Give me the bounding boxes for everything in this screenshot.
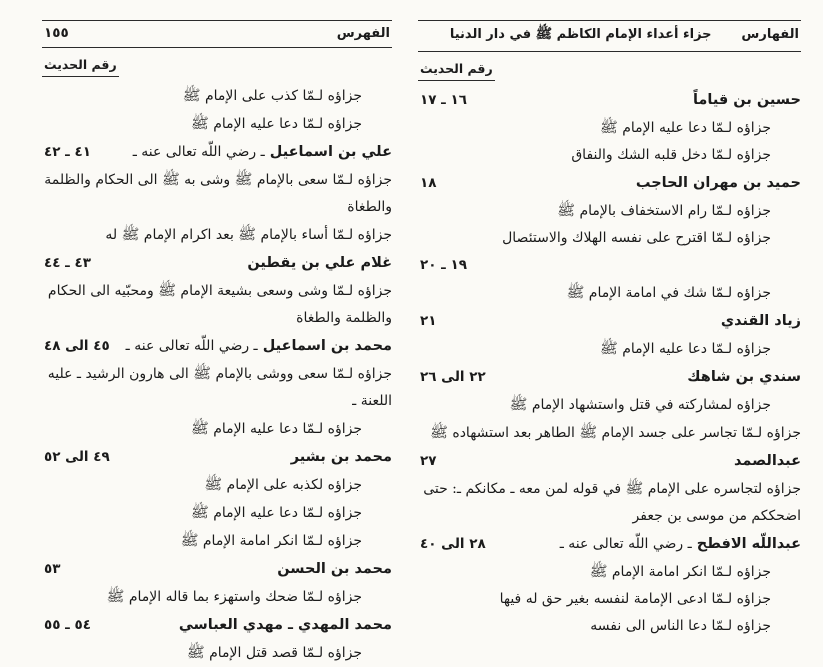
index-entry-heading (42, 611, 392, 639)
honorific-seal-icon: ﷺ (158, 282, 176, 299)
index-entry-detail: جزاؤه لتجاسره على الإمام ﷺ في قوله لمن معه ـ مكانكم ـ: حتى اضحككم من موسى بن جعفر (423, 480, 801, 524)
index-entry-detail: جزاؤه لـمّا سعى بالإمام ﷺ وشى به ﷺ الى الحكام والظلمة والطغاة (44, 171, 392, 215)
honorific-seal-icon: ﷺ (625, 480, 644, 497)
honorific-seal-icon: ﷺ (121, 226, 140, 243)
honorific-seal-icon: ﷺ (191, 504, 209, 521)
entry-hadith-number: ٢٢ الى ٢٦ (420, 369, 486, 385)
page-number: ١٥٥ (44, 25, 69, 41)
entry-hadith-number: ٥٣ (44, 561, 61, 577)
honorific-seal-icon: ﷺ (234, 171, 253, 188)
index-entry-heading (42, 138, 392, 166)
index-entry-heading (418, 169, 801, 197)
index-entry-heading (42, 443, 392, 471)
honorific-seal-icon: ﷺ (600, 340, 618, 357)
entry-name: عبداللّه الافطح ـ رضي اللّه تعالى عنه ـ (559, 535, 801, 552)
index-rows (418, 86, 801, 640)
index-entry-detail: جزاؤه لـمّا أساء بالإمام ﷺ بعد اكرام الإمام ﷺ له (105, 226, 392, 243)
entry-name: محمد المهدي ـ مهدي العباسي (178, 616, 392, 633)
honorific-seal-icon: ﷺ (191, 420, 209, 437)
right-page (418, 20, 801, 667)
honorific-seal-icon: ﷺ (161, 171, 180, 188)
index-entry-heading (42, 249, 392, 277)
honorific-seal-icon: ﷺ (180, 532, 199, 549)
entry-name: حميد بن مهران الحاجب (635, 174, 801, 191)
index-entry-heading (418, 363, 801, 391)
chapter-title: جزاء أعداء الإمام الكاظم ﷺ في دار الدنيا (449, 26, 712, 42)
entry-hadith-number: ١٨ (420, 175, 437, 191)
entry-hadith-number: ٢٨ الى ٤٠ (420, 536, 486, 552)
honorific-seal-icon: ﷺ (557, 202, 576, 219)
entry-hadith-number: ٥٤ ـ ٥٥ (44, 617, 91, 633)
honorific-seal-icon: ﷺ (204, 476, 223, 493)
honorific-seal-icon: ﷺ (430, 424, 448, 441)
honorific-seal-icon: ﷺ (238, 226, 257, 243)
index-entry-detail: جزاؤه لـمّا كذب على الإمام ﷺ (182, 87, 362, 104)
honorific-seal-icon: ﷺ (191, 115, 209, 132)
index-entry-detail: جزاؤه لـمّا دعا عليه الإمام ﷺ (191, 504, 362, 521)
honorific-seal-icon: ﷺ (589, 563, 608, 580)
entry-name: محمد بن الحسن (277, 560, 392, 577)
index-entry-detail: جزاؤه لـمّا وشى وسعى بشيعة الإمام ﷺ ومحبّيه الى الحكام والظلمة والطغاة (47, 282, 392, 326)
index-entry-detail: جزاؤه لكذبه على الإمام ﷺ (204, 476, 362, 493)
honorific-seal-icon: ﷺ (193, 365, 211, 382)
entry-name: زياد القندي (720, 312, 801, 329)
entry-hadith-number: ٢١ (420, 313, 437, 329)
index-entry-heading (42, 332, 392, 360)
honorific-seal-icon: ﷺ (182, 87, 201, 104)
left-page-header (42, 20, 392, 48)
index-entry-heading (418, 252, 801, 279)
entry-hadith-number: ٤١ ـ ٤٢ (44, 144, 91, 160)
index-entry-detail: جزاؤه لـمّا ضحك واستهزء بما قاله الإمام ﷺ (106, 588, 362, 605)
running-title: الفهارس (741, 27, 799, 42)
honorific-seal-icon: ﷺ (566, 284, 585, 301)
index-entry-heading (418, 530, 801, 558)
honorific-seal-icon: ﷺ (600, 119, 618, 136)
index-rows (42, 82, 392, 667)
entry-name-honorific: ـ رضي اللّه تعالى عنه ـ (132, 144, 265, 160)
entry-name: حسين بن قياماً (692, 91, 801, 108)
hadith-number-column-label: رقم الحديث (418, 61, 799, 81)
right-page-header (418, 20, 801, 52)
entry-name: غلام علي بن يقطين (247, 254, 392, 271)
entry-hadith-number: ٤٣ ـ ٤٤ (44, 255, 91, 271)
index-entry-detail: جزاؤه لـمّا دعا عليه الإمام ﷺ (600, 119, 771, 136)
index-entry-detail: جزاؤه لـمّا ادعى الإمامة لنفسه بغير حق له فيها (499, 591, 771, 607)
index-entry-detail: جزاؤه لـمّا انكر امامة الإمام ﷺ (180, 532, 362, 549)
left-page (42, 20, 392, 667)
index-entry-detail: جزاؤه لـمّا سعى ووشى بالإمام ﷺ الى هارون الرشيد ـ عليه اللعنة ـ (47, 365, 392, 409)
index-entry-detail: جزاؤه لـمّا دعا عليه الإمام ﷺ (191, 115, 362, 132)
entry-hadith-number: ١٩ ـ ٢٠ (420, 257, 467, 273)
honorific-seal-icon: ﷺ (106, 588, 125, 605)
index-entry-detail: جزاؤه لـمّا انكر امامة الإمام ﷺ (589, 563, 771, 580)
index-entry-heading (418, 86, 801, 114)
entry-hadith-number: ٢٧ (420, 453, 437, 469)
entry-name-honorific: ـ رضي اللّه تعالى عنه ـ (559, 536, 692, 552)
index-entry-detail: جزاؤه لـمّا دعا الناس الى نفسه (590, 618, 771, 634)
entry-name: محمد بن بشير (290, 448, 392, 465)
index-entry-heading (418, 307, 801, 335)
entry-hadith-number: ١٦ ـ ١٧ (420, 92, 467, 108)
entry-name: عبدالصمد (734, 452, 801, 469)
entry-hadith-number: ٤٩ الى ٥٢ (44, 449, 110, 465)
honorific-seal-icon: ﷺ (509, 396, 528, 413)
index-entry-detail: جزاؤه لمشاركته في قتل واستشهاد الإمام ﷺ (509, 396, 771, 413)
entry-name-honorific: ـ رضي اللّه تعالى عنه ـ (125, 338, 258, 354)
index-entry-detail: جزاؤه لـمّا دعا عليه الإمام ﷺ (600, 340, 771, 357)
honorific-seal-icon: ﷺ (579, 424, 598, 441)
honorific-seal-icon: ﷺ (186, 644, 205, 661)
running-title: الفهرس (336, 26, 390, 41)
hadith-number-column-label: رقم الحديث (42, 57, 390, 77)
index-entry-heading (418, 447, 801, 475)
index-entry-detail: جزاؤه لـمّا دعا عليه الإمام ﷺ (191, 420, 362, 437)
entry-name: سندي بن شاهك (687, 368, 801, 385)
index-entry-detail: جزاؤه لـمّا قصد قتل الإمام ﷺ (186, 644, 362, 661)
index-entry-detail: جزاؤه لـمّا رام الاستخفاف بالإمام ﷺ (557, 202, 771, 219)
entry-name: علي بن اسماعيل ـ رضي اللّه تعالى عنه ـ (132, 143, 392, 160)
index-entry-detail: جزاؤه لـمّا دخل قلبه الشك والنفاق (571, 147, 771, 163)
index-entry-detail: جزاؤه لـمّا اقترح على نفسه الهلاك والاستئصال (502, 230, 771, 246)
index-entry-detail: جزاؤه لـمّا شك في امامة الإمام ﷺ (566, 284, 771, 301)
entry-hadith-number: ٤٥ الى ٤٨ (44, 338, 110, 354)
index-entry-heading (42, 555, 392, 583)
honorific-seal-icon: ﷺ (535, 26, 553, 42)
entry-name: محمد بن اسماعيل ـ رضي اللّه تعالى عنه ـ (125, 337, 392, 354)
index-entry-detail: جزاؤه لـمّا تجاسر على جسد الإمام ﷺ الطاهر بعد استشهاده ﷺ (430, 424, 801, 441)
